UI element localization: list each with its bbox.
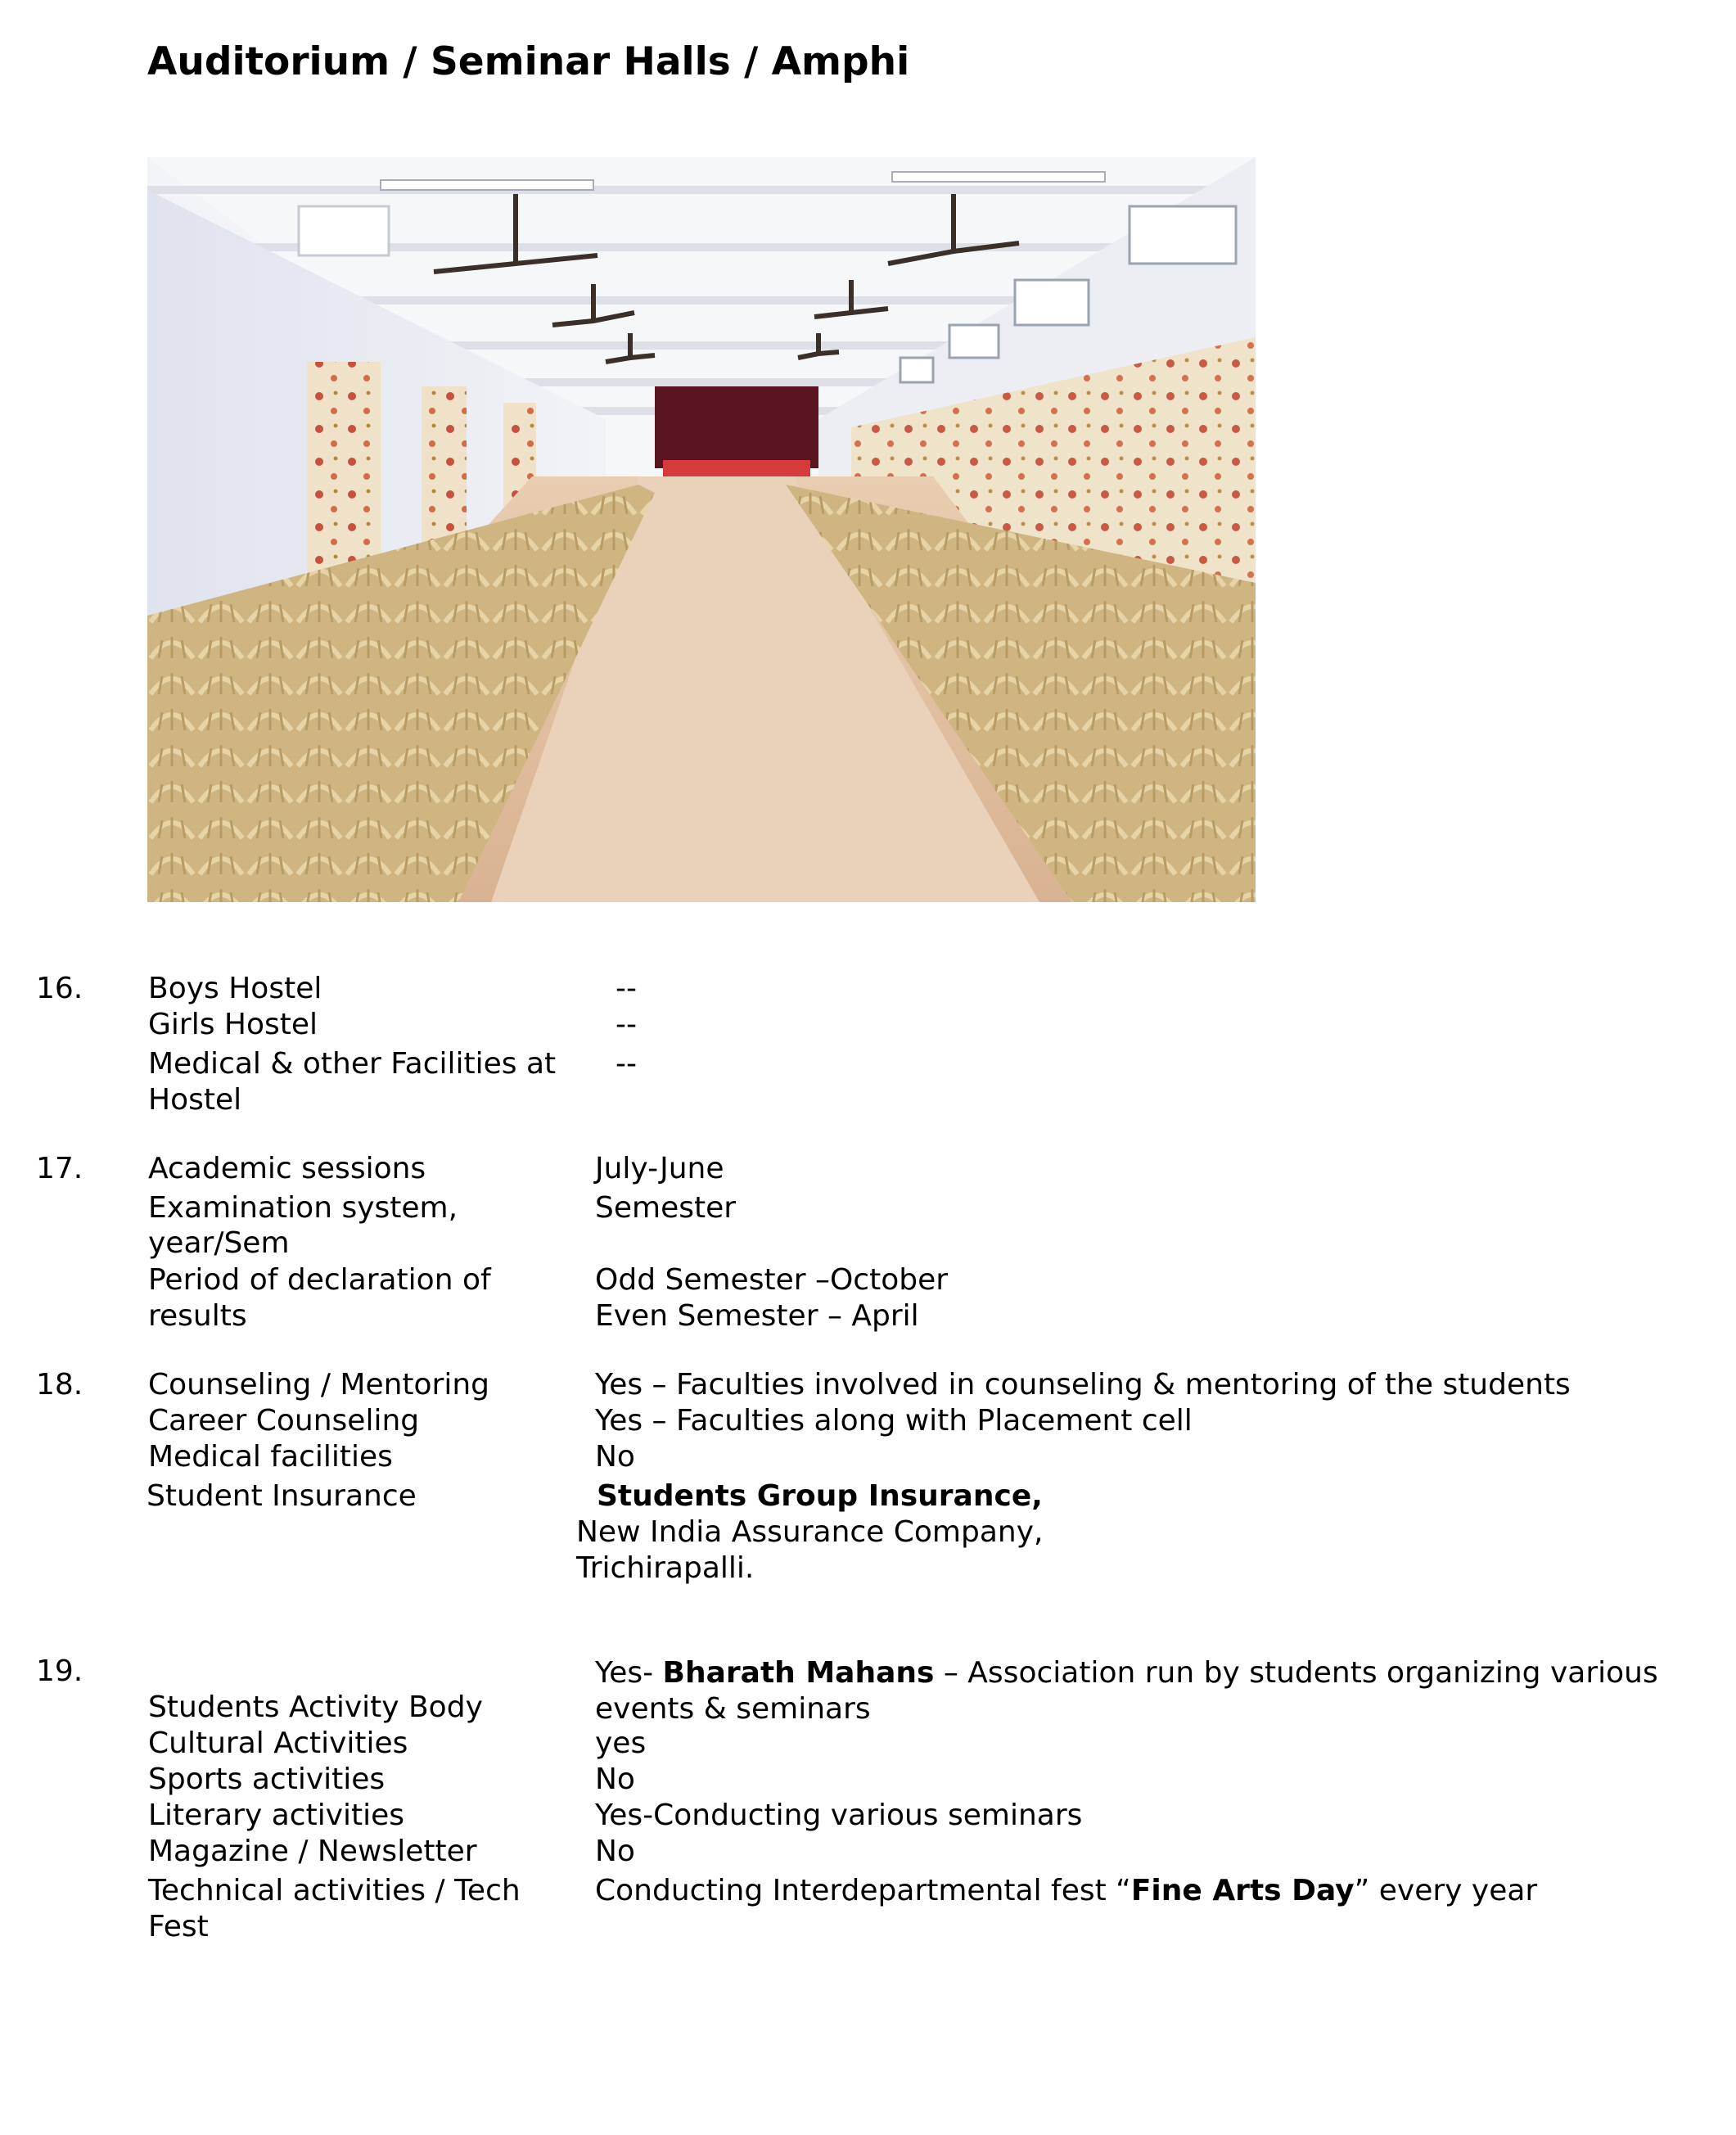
section-17-number: 17. (36, 1152, 83, 1185)
exam-system-value: Semester (595, 1191, 737, 1225)
page-title: Auditorium / Seminar Halls / Amphi (147, 39, 910, 84)
student-activity-value-line2: events & seminars (595, 1692, 871, 1726)
student-activity-suffix: – Association run by students organizing various (934, 1656, 1658, 1690)
results-period-label-line2: results (148, 1299, 247, 1333)
student-insurance-value-bold: Students Group Insurance, (597, 1479, 1043, 1513)
student-insurance-label: Student Insurance (147, 1479, 417, 1513)
student-activity-value-line1 (595, 1655, 1658, 1691)
boys-hostel-value: -- (615, 972, 637, 1005)
hostel-medical-label-line1: Medical & other Facilities at (148, 1047, 557, 1081)
counseling-label: Counseling / Mentoring (148, 1368, 490, 1402)
medical-facilities-value: No (595, 1440, 635, 1474)
tech-fest-prefix: Conducting Interdepartmental fest “ (595, 1874, 1131, 1907)
sports-activities-value: No (595, 1763, 635, 1796)
technical-activities-value (595, 1873, 1537, 1909)
results-period-value-line1: Odd Semester –October (595, 1263, 949, 1297)
sports-activities-label: Sports activities (148, 1763, 386, 1796)
counseling-value: Yes – Faculties involved in counseling & mentoring of the students (595, 1368, 1571, 1402)
girls-hostel-value: -- (615, 1008, 637, 1041)
academic-sessions-label: Academic sessions (148, 1152, 426, 1185)
results-period-label-line1: Period of declaration of (148, 1263, 491, 1297)
section-16-number: 16. (36, 972, 83, 1005)
student-insurance-value-line3: Trichirapalli. (576, 1551, 755, 1585)
section-19-number: 19. (36, 1654, 83, 1688)
student-activity-label: Students Activity Body (148, 1690, 483, 1724)
auditorium-illustration (147, 157, 1256, 902)
magazine-newsletter-label: Magazine / Newsletter (148, 1835, 477, 1868)
technical-activities-label-line1: Technical activities / Tech (148, 1874, 521, 1907)
career-counseling-value: Yes – Faculties along with Placement cell (595, 1404, 1193, 1438)
section-18-number: 18. (36, 1368, 83, 1402)
cultural-activities-label: Cultural Activities (148, 1727, 408, 1760)
magazine-newsletter-value: No (595, 1835, 635, 1868)
literary-activities-value: Yes-Conducting various seminars (595, 1799, 1083, 1832)
exam-system-label-line2: year/Sem (148, 1226, 290, 1260)
literary-activities-label: Literary activities (148, 1799, 405, 1832)
fine-arts-day-bold: Fine Arts Day (1130, 1874, 1355, 1907)
hostel-medical-label-line2: Hostel (148, 1083, 242, 1117)
technical-activities-label-line2: Fest (148, 1910, 209, 1943)
bharath-mahans-bold: Bharath Mahans (662, 1656, 935, 1690)
academic-sessions-value: July-June (595, 1152, 724, 1185)
girls-hostel-label: Girls Hostel (148, 1008, 318, 1041)
boys-hostel-label: Boys Hostel (148, 972, 322, 1005)
results-period-value-line2: Even Semester – April (595, 1299, 919, 1333)
exam-system-label-line1: Examination system, (148, 1191, 458, 1225)
tech-fest-suffix: ” every year (1354, 1874, 1538, 1907)
cultural-activities-value: yes (595, 1727, 647, 1760)
medical-facilities-label: Medical facilities (148, 1440, 393, 1474)
career-counseling-label: Career Counseling (148, 1404, 420, 1438)
auditorium-photo (147, 157, 1256, 902)
student-activity-prefix: Yes- (595, 1656, 663, 1690)
hostel-medical-value: -- (615, 1047, 637, 1081)
student-insurance-value-line2: New India Assurance Company, (576, 1515, 1044, 1549)
